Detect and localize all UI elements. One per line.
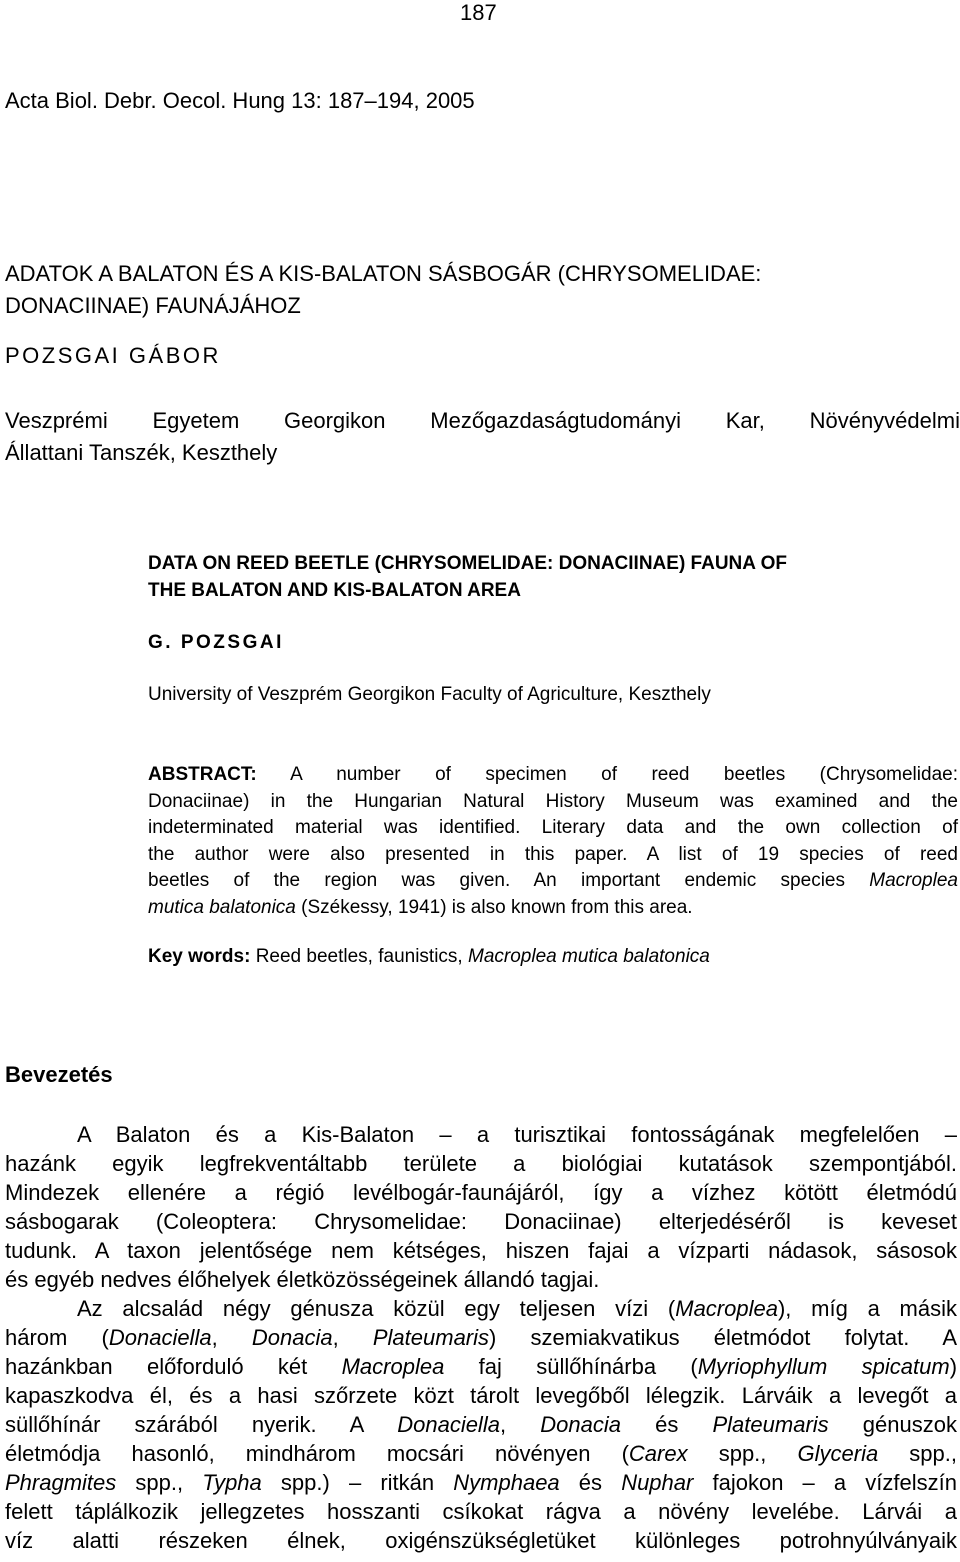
abstract-text: A number of specimen of reed beetles (Chrysomelidae: bbox=[290, 764, 958, 785]
body-line: felett táplálkozik jellegzetes hosszanti csíkokat rágva a növény levelébe. Lárvái a bbox=[5, 1499, 957, 1524]
english-author: G. POZSGAI bbox=[148, 632, 284, 653]
body-line: víz alatti részeken élnek, oxigénszükségletüket különleges potrohnyúlványaik bbox=[5, 1528, 957, 1553]
body-line: hazánk egyik legfrekventáltabb területe a biológiai kutatások szempontjából. bbox=[5, 1151, 957, 1176]
journal-reference: Acta Biol. Debr. Oecol. Hung 13: 187–194, 2005 bbox=[5, 88, 475, 113]
abstract-line bbox=[148, 868, 958, 895]
body-line: A Balaton és a Kis-Balaton – a turisztikai fontosságának megfelelően – bbox=[77, 1122, 957, 1147]
taxon-name: Phragmites bbox=[5, 1470, 117, 1495]
abstract bbox=[148, 762, 958, 921]
taxon-name: Donaciella bbox=[397, 1412, 500, 1437]
english-affiliation: University of Veszprém Georgikon Faculty of Agriculture, Keszthely bbox=[148, 684, 711, 705]
keywords-label: Key words: bbox=[148, 946, 251, 967]
taxon-name: Macroplea bbox=[675, 1296, 778, 1321]
abstract-text: (Székessy, 1941) is also known from this area. bbox=[301, 896, 693, 918]
body-text bbox=[5, 1120, 957, 1555]
english-title-line: THE BALATON AND KIS-BALATON AREA bbox=[148, 580, 521, 601]
taxon-name: Plateumaris bbox=[712, 1412, 829, 1437]
taxon-name: Glyceria bbox=[797, 1441, 879, 1466]
hungarian-affiliation bbox=[5, 405, 960, 469]
hungarian-title bbox=[5, 258, 955, 322]
taxon-name: Donacia bbox=[251, 1325, 333, 1350]
taxon-name: Donaciella bbox=[108, 1325, 212, 1350]
abstract-line bbox=[148, 762, 958, 789]
abstract-label: ABSTRACT: bbox=[148, 764, 257, 785]
taxon-name: Typha bbox=[202, 1470, 262, 1495]
taxon-name: Myriophyllum spicatum bbox=[697, 1354, 950, 1379]
body-line: süllőhínár szárából nyerik. A Donaciella, Donacia és Plateumaris génuszok bbox=[5, 1412, 957, 1437]
hungarian-author: POZSGAI GÁBOR bbox=[5, 343, 221, 368]
section-heading: Bevezetés bbox=[5, 1062, 113, 1087]
abstract-line bbox=[148, 895, 958, 922]
page-number: 187 bbox=[460, 0, 497, 25]
taxon-name: Plateumaris bbox=[372, 1325, 490, 1350]
body-line: Phragmites spp., Typha spp.) – ritkán Nymphaea és Nuphar fajokon – a vízfelszín bbox=[5, 1470, 958, 1495]
body-line: Mindezek ellenére a régió levélbogár-faunájáról, így a vízhez kötött életmódú bbox=[5, 1180, 957, 1205]
body-line: hazánkban előforduló két Macroplea faj süllőhínárba (Myriophyllum spicatum) bbox=[5, 1354, 958, 1379]
taxon-name: Nuphar bbox=[621, 1470, 694, 1495]
taxon-name: Carex bbox=[628, 1441, 688, 1466]
body-line: tudunk. A taxon jelentősége nem kétséges, hiszen fajai a vízparti nádasok, sásosok bbox=[5, 1238, 957, 1263]
species-name: Macroplea bbox=[869, 870, 958, 891]
affiliation-line: Veszprémi Egyetem Georgikon Mezőgazdaságtudományi Kar, Növényvédelmi bbox=[5, 408, 960, 433]
body-line: sásbogarak (Coleoptera: Chrysomelidae: Donaciinae) elterjedéséről is keveset bbox=[5, 1209, 957, 1234]
keywords bbox=[148, 946, 710, 968]
body-line: Az alcsalád négy génusza közül egy teljesen vízi (Macroplea), míg a másik bbox=[77, 1296, 958, 1321]
body-line: három (Donaciella, Donacia, Plateumaris) szemiakvatikus életmódot folytat. A bbox=[5, 1325, 957, 1350]
body-line: kapaszkodva él, és a hasi szőrzete közt tárolt levegőből lélegzik. Lárváik a levegőt a bbox=[5, 1383, 957, 1408]
english-title-line: DATA ON REED BEETLE (CHRYSOMELIDAE: DONACIINAE) FAUNA OF bbox=[148, 553, 787, 574]
keywords-text: Reed beetles, faunistics, bbox=[255, 946, 463, 967]
body-line: és egyéb nedves élőhelyek életközösségeinek állandó tagjai. bbox=[5, 1267, 600, 1292]
abstract-line: Donaciinae) in the Hungarian Natural History Museum was examined and the bbox=[148, 790, 958, 812]
abstract-text: beetles of the region was given. An important endemic species bbox=[148, 870, 845, 891]
taxon-name: Nymphaea bbox=[453, 1470, 560, 1495]
abstract-line: the author were also presented in this paper. A list of 19 species of reed bbox=[148, 843, 958, 865]
keywords-species: Macroplea mutica balatonica bbox=[468, 946, 710, 967]
hungarian-title-line: DONACIINAE) FAUNÁJÁHOZ bbox=[5, 293, 301, 318]
abstract-line: indeterminated material was identified. Literary data and the own collection of bbox=[148, 817, 958, 838]
affiliation-line: Állattani Tanszék, Keszthely bbox=[5, 440, 278, 465]
english-title bbox=[148, 550, 958, 604]
taxon-name: Donacia bbox=[540, 1412, 621, 1437]
body-line: életmódja hasonló, mindhárom mocsári növényen (Carex spp., Glyceria spp., bbox=[5, 1441, 958, 1466]
hungarian-title-line: ADATOK A BALATON ÉS A KIS-BALATON SÁSBOGÁR (CHRYSOMELIDAE: bbox=[5, 261, 762, 286]
taxon-name: Macroplea bbox=[341, 1354, 445, 1379]
species-name: mutica balatonica bbox=[148, 896, 296, 918]
